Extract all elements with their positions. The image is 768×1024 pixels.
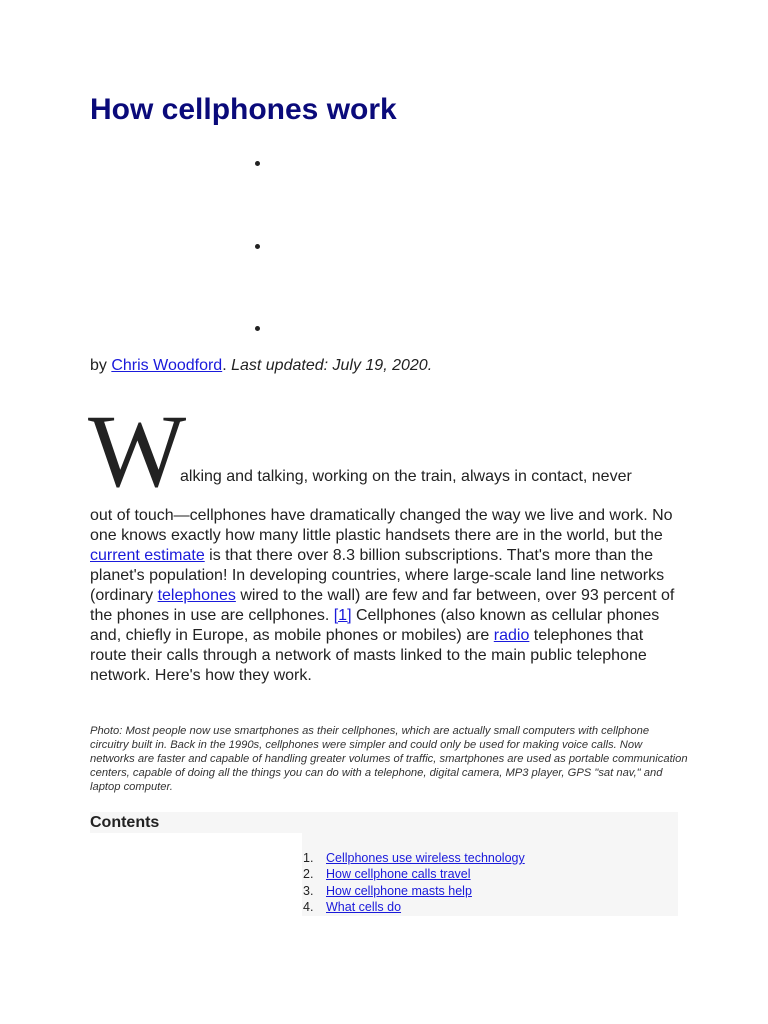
byline-separator: . [222, 357, 232, 374]
bullet-dot [255, 161, 260, 166]
body-text: is that there over 8.3 billion subscriptions. That's more than the planet's population! In developing countries, where large-scale land line networks (ordinary [90, 547, 665, 604]
contents-item-number: 3. [303, 883, 314, 898]
contents-list [303, 850, 525, 915]
contents-item-number: 1. [303, 851, 314, 865]
contents-item [303, 883, 525, 899]
reference-1-link[interactable]: [1] [333, 607, 352, 624]
contents-link[interactable]: What cells do [326, 899, 402, 914]
contents-link[interactable]: How cellphone masts help [326, 883, 472, 898]
body-text: Cellphones (also known as cellular phones and, chiefly in Europe, as mobile phones or mobiles) are [90, 607, 660, 644]
body-text: out of touch—cellphones have dramatically changed the way we live and work. No one knows exactly how many little plastic handsets there are in the world, but the [90, 507, 673, 544]
author-link[interactable]: Chris Woodford [111, 357, 223, 374]
contents-item-number: 4. [303, 899, 314, 914]
bullet-dot [255, 326, 260, 331]
last-updated: Last updated: July 19, 2020. [231, 357, 433, 374]
contents-link[interactable]: Cellphones use wireless technology [326, 851, 525, 865]
body-text: wired to the wall) are few and far between, over 93 percent of the phones in use are cellphones. [90, 587, 675, 624]
byline [90, 355, 432, 377]
photo-caption: Photo: Most people now use smartphones as their cellphones, which are actually small computers with cellphone circuitry built in. Back in the 1990s, cellphones were simpler and could only be used for making voice calls. Now networks are faster and capable of handling greater volumes of traffic, smartphones are used as portable communication centers, capable of doing all the things you can do with a telephone, digital camera, MP3 player, GPS "sat nav," and laptop computer. [90, 725, 688, 793]
telephones-link[interactable]: telephones [157, 587, 236, 604]
bullet-dot [255, 244, 260, 249]
contents-item [303, 866, 525, 882]
contents-item [303, 899, 525, 915]
intro-first-line: alking and talking, working on the train, always in contact, never [180, 468, 632, 485]
byline-prefix: by [90, 357, 112, 374]
contents-link[interactable]: How cellphone calls travel [326, 867, 471, 882]
contents-item [303, 850, 525, 866]
intro-paragraph [90, 506, 675, 686]
body-text: telephones that route their calls through a network of masts linked to the main public telephone network. Here's how they work. [90, 627, 647, 684]
radio-link[interactable]: radio [493, 627, 530, 644]
drop-cap: W [88, 394, 187, 509]
contents-item-number: 2. [303, 867, 314, 882]
current-estimate-link[interactable]: current estimate [90, 547, 205, 564]
contents-heading: Contents [90, 814, 160, 831]
page-title: How cellphones work [90, 93, 397, 126]
contents-box-gap [90, 833, 302, 916]
